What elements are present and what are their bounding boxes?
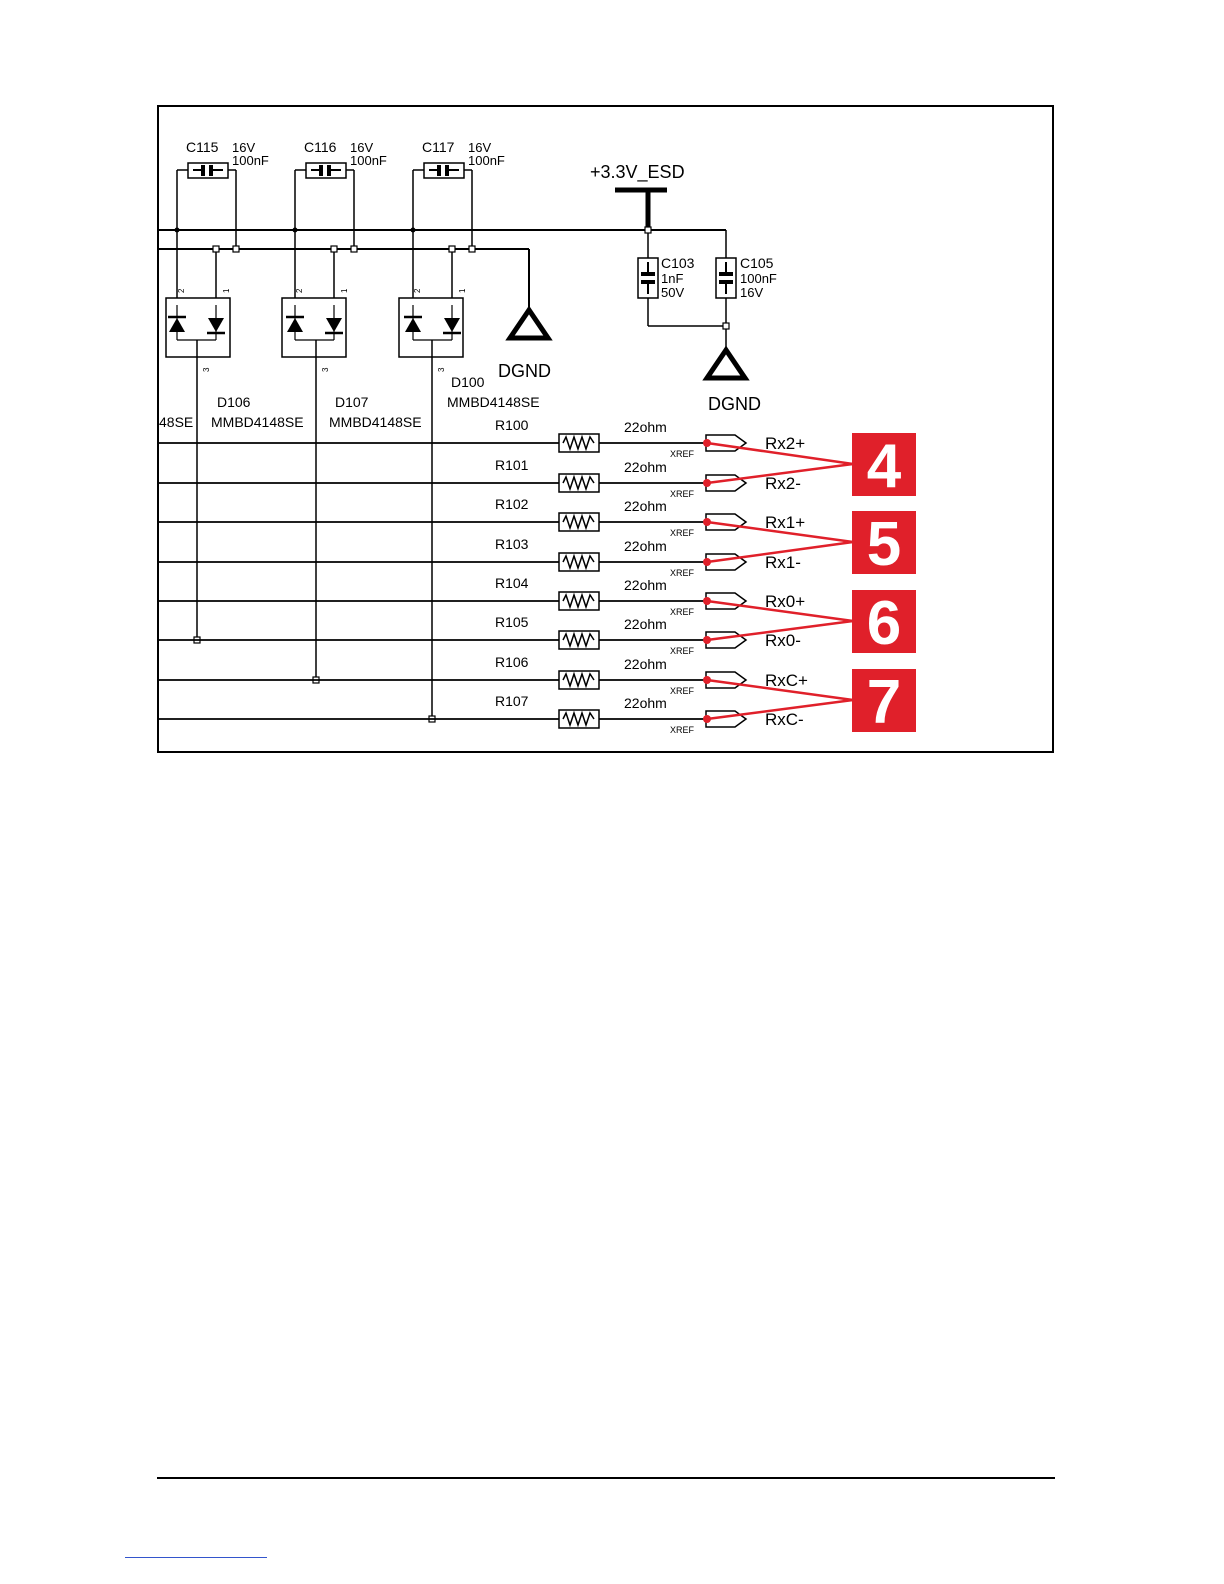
signal-row [159, 614, 801, 656]
pin-number: 2 [177, 288, 186, 293]
d107-part: MMBD4148SE [329, 414, 422, 430]
resistor-icon [559, 553, 599, 571]
net-label: Rx0+ [765, 592, 806, 611]
pin-number: 1 [222, 288, 231, 293]
pin-number: 3 [321, 367, 330, 372]
xref-label: XREF [670, 568, 695, 578]
resistor-value: 22ohm [624, 419, 667, 435]
junction [293, 228, 298, 233]
resistor-value: 22ohm [624, 616, 667, 632]
net-label: Rx0- [765, 631, 801, 650]
junction [645, 227, 651, 233]
junction [351, 246, 357, 252]
signal-row [159, 575, 805, 617]
signal-row [159, 457, 801, 499]
cap-c117 [413, 163, 472, 249]
diode-partial-label: 48SE [159, 414, 194, 430]
badge-number: 6 [866, 589, 902, 658]
highlight-dot [703, 439, 711, 447]
xref-label: XREF [670, 528, 695, 538]
c115-voltage: 16V [232, 140, 256, 155]
footer-link-underline[interactable] [125, 1557, 267, 1558]
cap-c115 [177, 163, 236, 249]
footer-rule [157, 1477, 1055, 1479]
resistor-icon [559, 710, 599, 728]
diode-package-2 [282, 230, 349, 683]
resistor-value: 22ohm [624, 538, 667, 554]
resistor-ref: R104 [495, 575, 529, 591]
junction [723, 323, 729, 329]
d107-ref: D107 [335, 394, 369, 410]
resistor-ref: R102 [495, 496, 529, 512]
d100-ref: D100 [451, 374, 485, 390]
xref-label: XREF [670, 646, 695, 656]
resistor-ref: R101 [495, 457, 529, 473]
c116-value: 100nF [350, 153, 387, 168]
resistor-ref: R103 [495, 536, 529, 552]
resistor-value: 22ohm [624, 656, 667, 672]
resistor-ref: R107 [495, 693, 529, 709]
c105-ref: C105 [740, 255, 774, 271]
resistor-icon [559, 631, 599, 649]
highlight-dot [703, 479, 711, 487]
highlight-dot [703, 558, 711, 566]
net-label: Rx1- [765, 553, 801, 572]
resistor-icon [559, 671, 599, 689]
resistor-ref: R105 [495, 614, 529, 630]
resistor-icon [559, 434, 599, 452]
c117-voltage: 16V [468, 140, 492, 155]
c116-voltage: 16V [350, 140, 374, 155]
net-label: Rx2- [765, 474, 801, 493]
diode-icon [444, 318, 460, 332]
pin-number: 3 [437, 367, 446, 372]
xref-label: XREF [670, 449, 695, 459]
junction [469, 246, 475, 252]
cap-c116 [295, 163, 354, 249]
diode-icon [208, 318, 224, 332]
signal-row [159, 536, 801, 578]
highlight-dot [703, 676, 711, 684]
pin-number: 2 [413, 288, 422, 293]
net-label: RxC- [765, 710, 804, 729]
signal-row [159, 496, 805, 538]
c117-ref: C117 [422, 139, 455, 155]
power-rail-label: +3.3V_ESD [590, 162, 685, 182]
diode-icon [169, 318, 185, 332]
junction [175, 228, 180, 233]
d106-ref: D106 [217, 394, 251, 410]
xref-label: XREF [670, 489, 695, 499]
badge-number: 4 [866, 432, 902, 501]
resistor-value: 22ohm [624, 577, 667, 593]
c105-voltage: 16V [740, 285, 764, 300]
net-label: Rx2+ [765, 434, 806, 453]
diode-icon [326, 318, 342, 332]
net-label: Rx1+ [765, 513, 806, 532]
pin-number: 1 [340, 288, 349, 293]
resistor-value: 22ohm [624, 459, 667, 475]
d100-part: MMBD4148SE [447, 394, 540, 410]
junction [331, 246, 337, 252]
diode-icon [287, 318, 303, 332]
cap-c103 [638, 258, 658, 298]
resistor-icon [559, 474, 599, 492]
badge-number: 7 [866, 668, 902, 737]
resistor-value: 22ohm [624, 695, 667, 711]
xref-label: XREF [670, 725, 695, 735]
xref-label: XREF [670, 607, 695, 617]
diode-package-3 [399, 230, 467, 722]
c103-voltage: 50V [661, 285, 685, 300]
pin-number: 3 [202, 367, 211, 372]
c103-ref: C103 [661, 255, 695, 271]
signal-row [159, 693, 804, 735]
c115-ref: C115 [186, 139, 219, 155]
pin-number: 1 [458, 288, 467, 293]
signal-rows [159, 417, 808, 735]
ground-right-icon [707, 350, 745, 378]
resistor-ref: R106 [495, 654, 529, 670]
junction [449, 246, 455, 252]
highlight-dot [703, 597, 711, 605]
d106-part: MMBD4148SE [211, 414, 304, 430]
highlight-dot [703, 636, 711, 644]
net-label: RxC+ [765, 671, 808, 690]
resistor-icon [559, 513, 599, 531]
signal-row [159, 654, 808, 696]
resistor-icon [559, 592, 599, 610]
c103-value: 1nF [661, 271, 684, 286]
pin-number: 2 [295, 288, 304, 293]
diode-package-1 [166, 230, 231, 643]
c117-value: 100nF [468, 153, 505, 168]
c115-value: 100nF [232, 153, 269, 168]
diode-icon [405, 318, 421, 332]
power-rail-symbol [615, 190, 667, 230]
junction [233, 246, 239, 252]
c105-value: 100nF [740, 271, 777, 286]
ground-right-label: DGND [708, 394, 761, 414]
cap-c105 [716, 258, 736, 298]
ground-left-label: DGND [498, 361, 551, 381]
resistor-value: 22ohm [624, 498, 667, 514]
highlight-dot [703, 715, 711, 723]
c116-ref: C116 [304, 139, 337, 155]
highlight-dot [703, 518, 711, 526]
junction [411, 228, 416, 233]
resistor-ref: R100 [495, 417, 529, 433]
ground-left-icon [510, 310, 548, 338]
badge-number: 5 [866, 510, 902, 579]
junction [213, 246, 219, 252]
xref-label: XREF [670, 686, 695, 696]
